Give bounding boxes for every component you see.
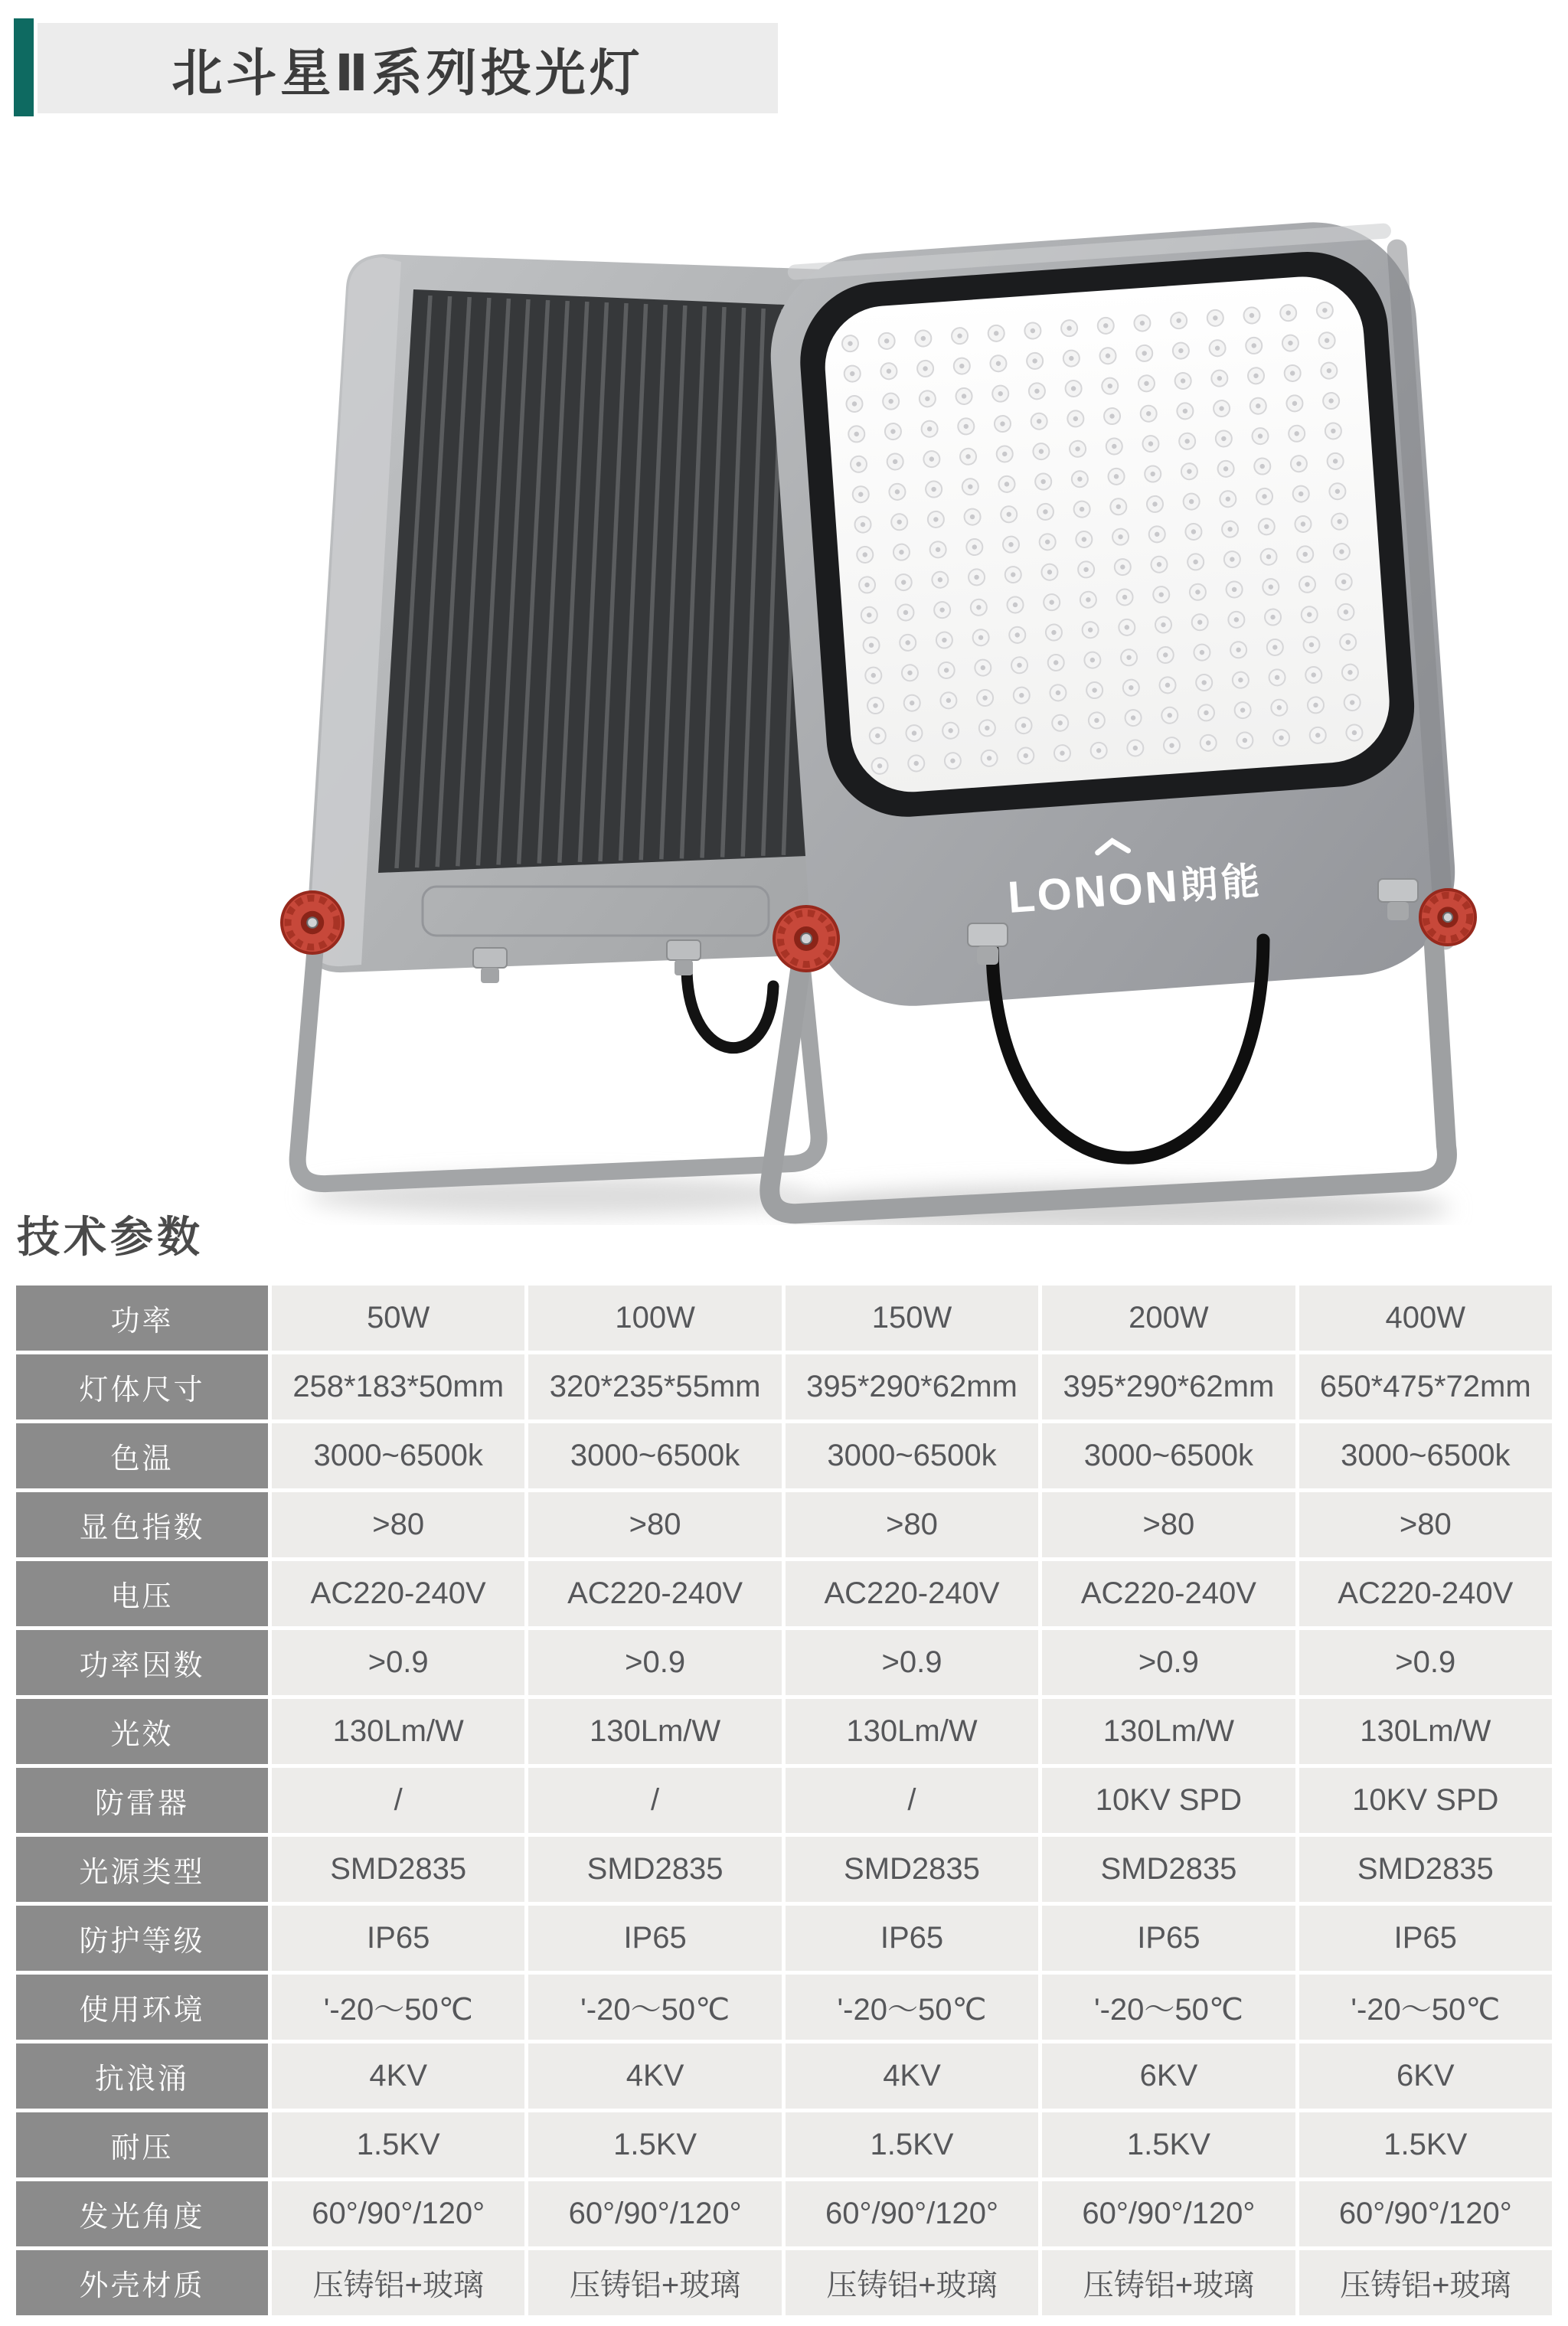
spec-cell: >0.9 — [786, 1630, 1038, 1695]
back-cable — [687, 971, 773, 1048]
spec-cell: IP65 — [786, 1906, 1038, 1971]
spec-cell: IP65 — [272, 1906, 524, 1971]
knob-icon — [1420, 890, 1475, 945]
spec-cell: 130Lm/W — [528, 1699, 781, 1764]
spec-cell: 150W — [786, 1286, 1038, 1351]
spec-cell: >80 — [1299, 1492, 1552, 1557]
brand-logo-cn: 朗能 — [1178, 858, 1264, 908]
front-cable-gland — [1378, 879, 1418, 902]
product-photo — [0, 123, 1568, 1225]
spec-cell: '-20～50℃ — [1299, 1975, 1552, 2040]
spec-cell: 60°/90°/120° — [272, 2181, 524, 2246]
spec-cell: 100W — [528, 1286, 781, 1351]
spec-cell: 压铸铝+玻璃 — [1042, 2250, 1295, 2315]
spec-row-label: 防护等级 — [16, 1906, 268, 1971]
spec-row-label: 防雷器 — [16, 1768, 268, 1833]
spec-row-label: 抗浪涌 — [16, 2043, 268, 2109]
spec-cell: >0.9 — [1042, 1630, 1295, 1695]
spec-cell: 3000~6500k — [1042, 1423, 1295, 1488]
spec-cell: 压铸铝+玻璃 — [528, 2250, 781, 2315]
spec-cell: >80 — [272, 1492, 524, 1557]
spec-row-label: 发光角度 — [16, 2181, 268, 2246]
spec-cell: / — [272, 1768, 524, 1833]
spec-row-label: 使用环境 — [16, 1975, 268, 2040]
spec-row-label: 灯体尺寸 — [16, 1354, 268, 1419]
spec-cell: 400W — [1299, 1286, 1552, 1351]
back-cable-gland — [473, 948, 507, 968]
spec-cell: 130Lm/W — [1042, 1699, 1295, 1764]
spec-cell: 60°/90°/120° — [786, 2181, 1038, 2246]
spec-cell: >80 — [528, 1492, 781, 1557]
back-cable-gland-nut — [481, 968, 499, 983]
spec-cell: 60°/90°/120° — [1299, 2181, 1552, 2246]
section-title: 技术参数 — [17, 1213, 204, 1261]
spec-cell: SMD2835 — [272, 1837, 524, 1902]
spec-cell: 6KV — [1042, 2043, 1295, 2109]
spec-cell: SMD2835 — [786, 1837, 1038, 1902]
spec-row-label: 显色指数 — [16, 1492, 268, 1557]
spec-cell: AC220-240V — [528, 1561, 781, 1626]
spec-cell: 4KV — [272, 2043, 524, 2109]
spec-cell: 395*290*62mm — [786, 1354, 1038, 1419]
spec-cell: >80 — [1042, 1492, 1295, 1557]
front-cable-gland-nut — [977, 946, 998, 965]
spec-cell: '-20～50℃ — [1042, 1975, 1295, 2040]
spec-cell: AC220-240V — [1042, 1561, 1295, 1626]
front-cable-gland — [968, 923, 1008, 946]
knob-icon — [774, 907, 838, 971]
spec-cell: 10KV SPD — [1042, 1768, 1295, 1833]
spec-cell: 3000~6500k — [528, 1423, 781, 1488]
page-title: 北斗星Ⅱ系列投光灯 — [172, 44, 644, 101]
spec-cell: 10KV SPD — [1299, 1768, 1552, 1833]
spec-cell: 130Lm/W — [272, 1699, 524, 1764]
spec-cell: 1.5KV — [786, 2112, 1038, 2177]
spec-cell: 50W — [272, 1286, 524, 1351]
spec-cell: '-20～50℃ — [272, 1975, 524, 2040]
brand-logo-latin: LONON — [1006, 861, 1181, 923]
spec-cell: 6KV — [1299, 2043, 1552, 2109]
spec-cell: >0.9 — [528, 1630, 781, 1695]
spec-cell: IP65 — [528, 1906, 781, 1971]
spec-row-label: 色温 — [16, 1423, 268, 1488]
spec-cell: 258*183*50mm — [272, 1354, 524, 1419]
spec-cell: 压铸铝+玻璃 — [786, 2250, 1038, 2315]
spec-cell: 1.5KV — [528, 2112, 781, 2177]
spec-cell: '-20～50℃ — [528, 1975, 781, 2040]
spec-table — [16, 1286, 1552, 2315]
spec-cell: 130Lm/W — [1299, 1699, 1552, 1764]
spec-cell: / — [528, 1768, 781, 1833]
floodlight-front — [764, 215, 1462, 1214]
spec-cell: 3000~6500k — [786, 1423, 1038, 1488]
spec-cell: AC220-240V — [272, 1561, 524, 1626]
spec-row-label: 光源类型 — [16, 1837, 268, 1902]
spec-cell: 3000~6500k — [1299, 1423, 1552, 1488]
spec-cell: 395*290*62mm — [1042, 1354, 1295, 1419]
spec-row-label: 外壳材质 — [16, 2250, 268, 2315]
spec-cell: 60°/90°/120° — [528, 2181, 781, 2246]
spec-cell: 压铸铝+玻璃 — [1299, 2250, 1552, 2315]
spec-cell: 4KV — [528, 2043, 781, 2109]
spec-row-label: 功率 — [16, 1286, 268, 1351]
spec-cell: SMD2835 — [1299, 1837, 1552, 1902]
spec-cell: 压铸铝+玻璃 — [272, 2250, 524, 2315]
spec-cell: SMD2835 — [528, 1837, 781, 1902]
spec-row-label: 功率因数 — [16, 1630, 268, 1695]
front-cable-gland-nut — [1387, 902, 1409, 920]
spec-cell: AC220-240V — [786, 1561, 1038, 1626]
spec-cell: 200W — [1042, 1286, 1295, 1351]
spec-cell: >0.9 — [1299, 1630, 1552, 1695]
spec-row-label: 电压 — [16, 1561, 268, 1626]
spec-cell: SMD2835 — [1042, 1837, 1295, 1902]
spec-cell: >80 — [786, 1492, 1038, 1557]
spec-cell: 130Lm/W — [786, 1699, 1038, 1764]
spec-cell: 3000~6500k — [272, 1423, 524, 1488]
spec-row-label: 光效 — [16, 1699, 268, 1764]
spec-cell: 4KV — [786, 2043, 1038, 2109]
spec-cell: 320*235*55mm — [528, 1354, 781, 1419]
spec-cell: 1.5KV — [1042, 2112, 1295, 2177]
spec-cell: IP65 — [1042, 1906, 1295, 1971]
back-cable-gland-nut — [675, 960, 693, 975]
spec-cell: 1.5KV — [272, 2112, 524, 2177]
spec-cell: / — [786, 1768, 1038, 1833]
back-cable-gland — [667, 940, 701, 960]
accent-bar — [14, 18, 34, 116]
spec-cell: IP65 — [1299, 1906, 1552, 1971]
spec-cell: 650*475*72mm — [1299, 1354, 1552, 1419]
spec-cell: AC220-240V — [1299, 1561, 1552, 1626]
spec-cell: 1.5KV — [1299, 2112, 1552, 2177]
spec-cell: >0.9 — [272, 1630, 524, 1695]
knob-icon — [282, 892, 343, 953]
spec-cell: '-20～50℃ — [786, 1975, 1038, 2040]
spec-row-label: 耐压 — [16, 2112, 268, 2177]
header-title-box — [38, 23, 778, 113]
spec-cell: 60°/90°/120° — [1042, 2181, 1295, 2246]
